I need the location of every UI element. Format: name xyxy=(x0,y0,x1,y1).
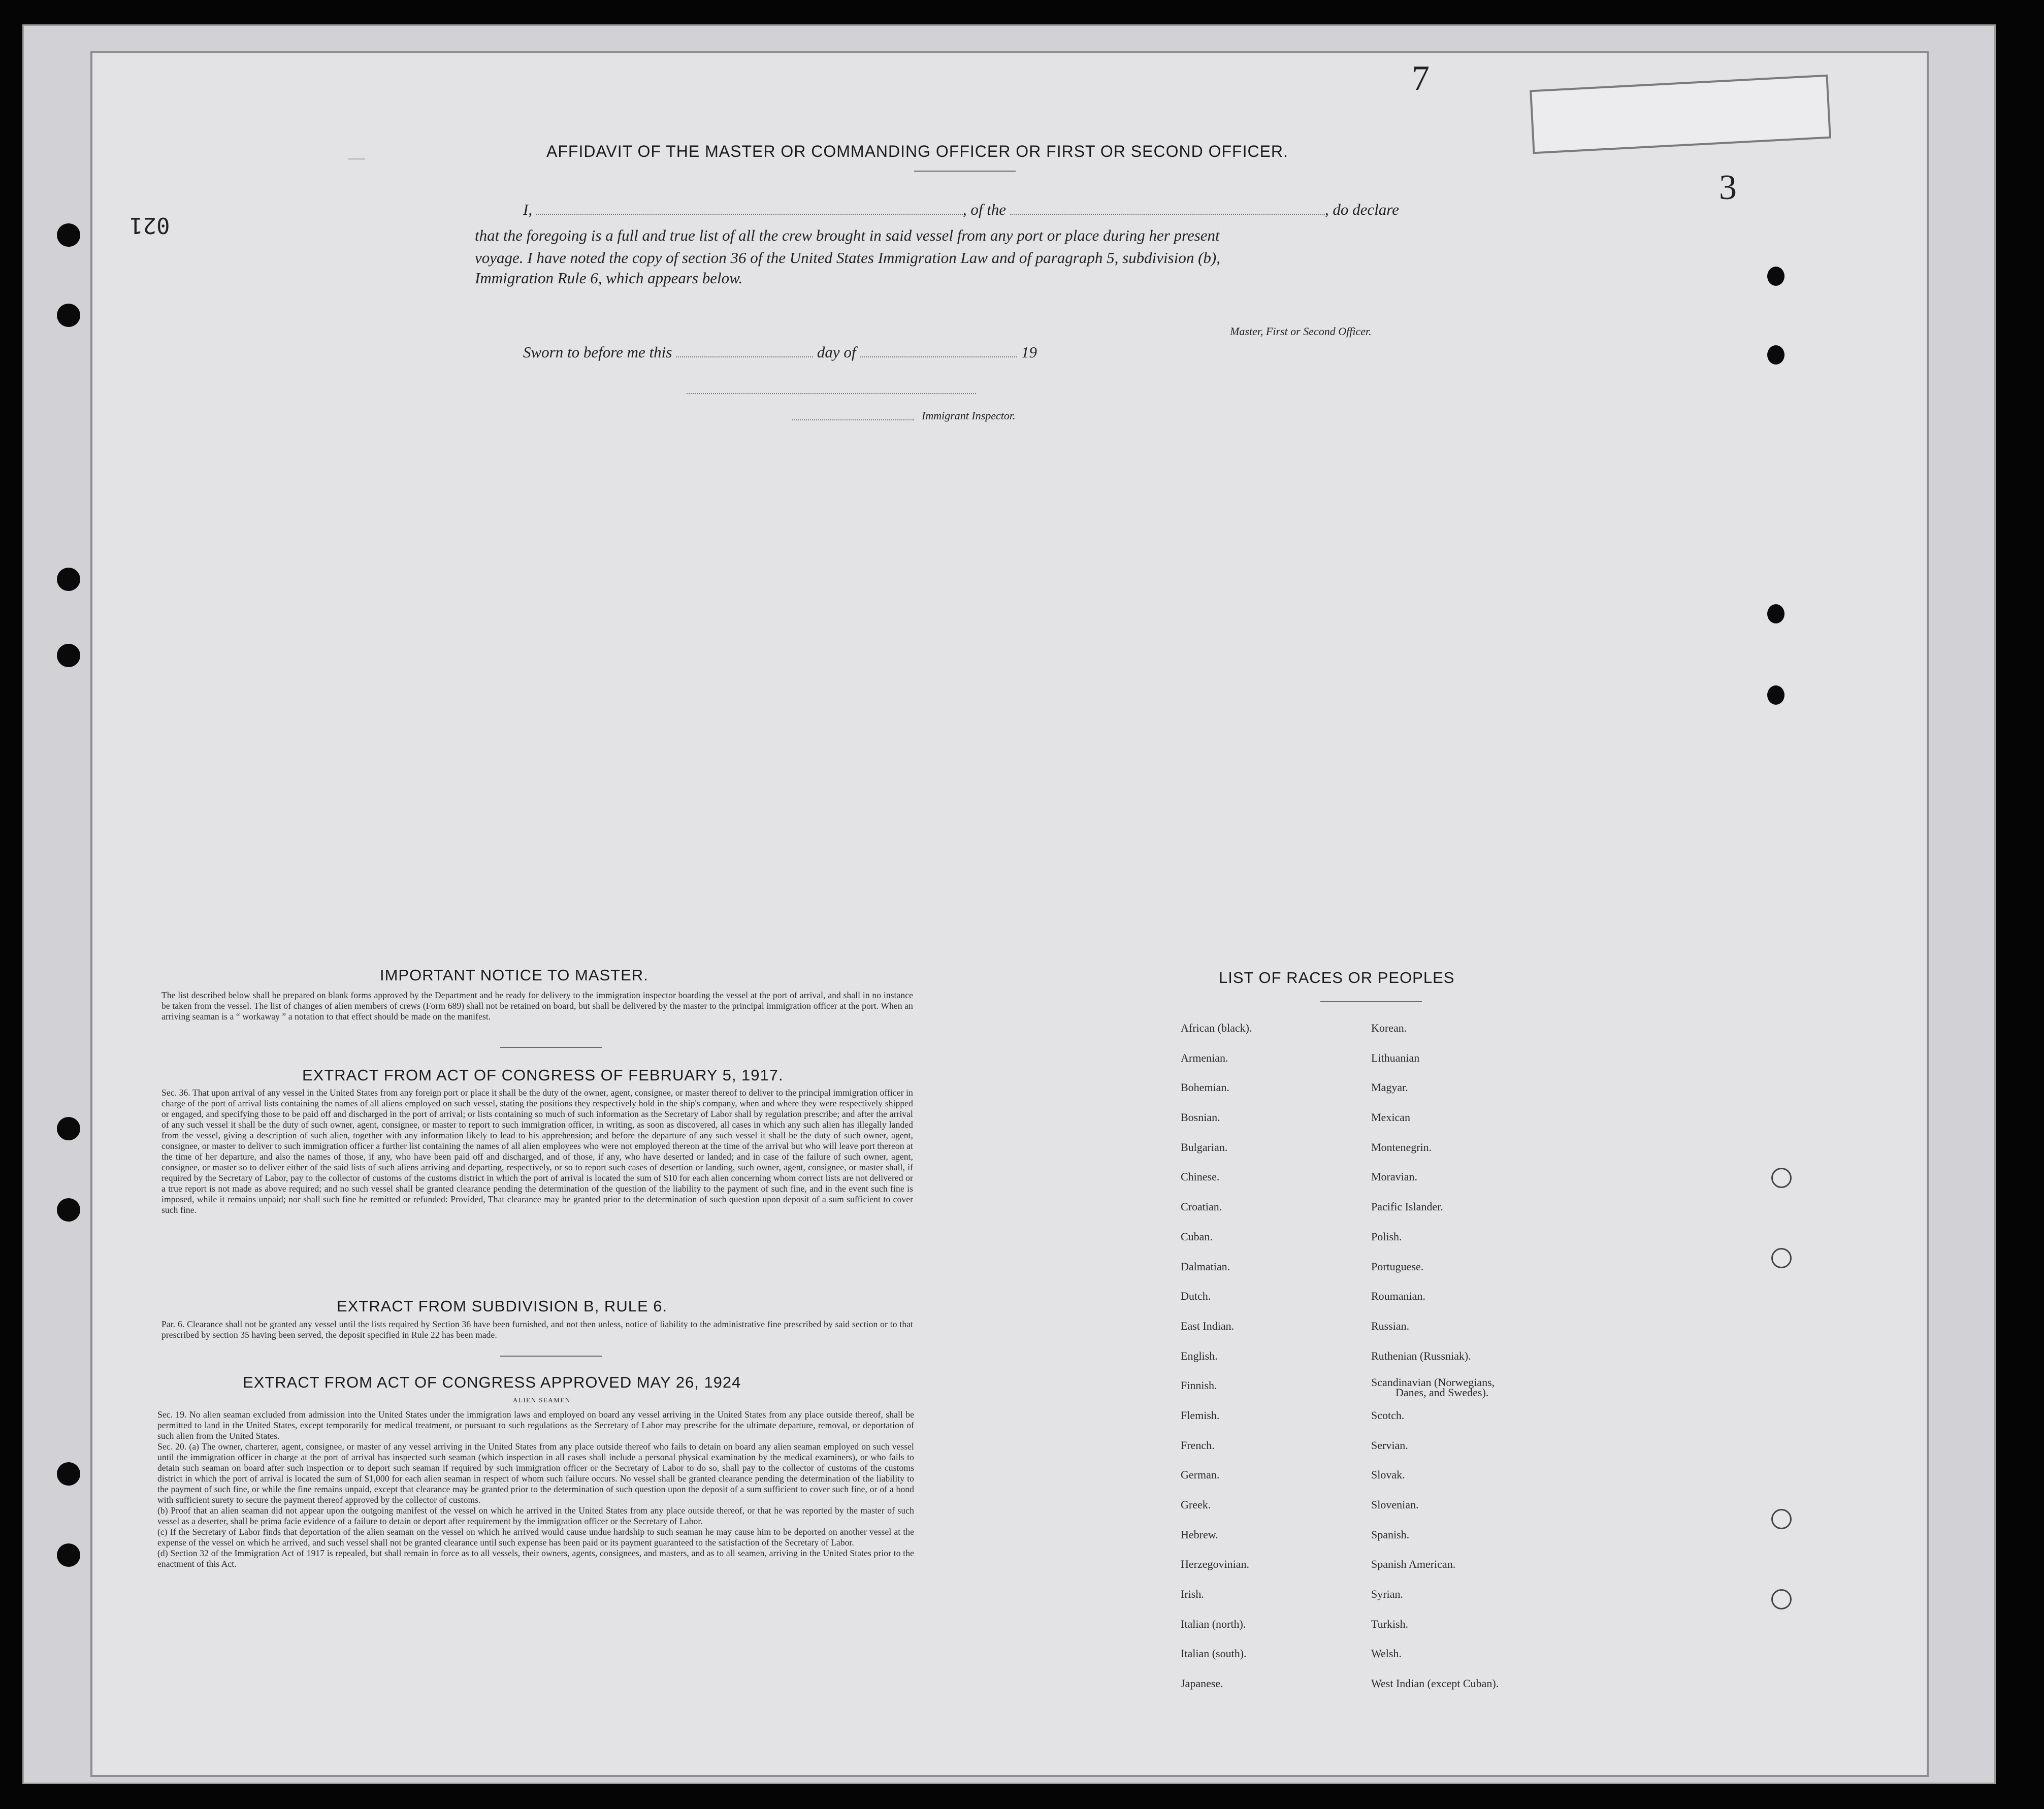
punch-hole xyxy=(1771,1168,1792,1188)
punch-hole xyxy=(57,304,80,327)
affidavit-line-2: that the foregoing is a full and true list of all the crew brought in said vessel from any port or place during her present xyxy=(475,226,1220,244)
extract-1924-body xyxy=(157,1409,914,1569)
race-item: Roumanian. xyxy=(1371,1290,1425,1303)
race-item: Bosnian. xyxy=(1181,1111,1220,1124)
race-item: Ruthenian (Russniak). xyxy=(1371,1349,1471,1362)
do-declare-label: , do declare xyxy=(1324,201,1399,218)
race-item: Welsh. xyxy=(1371,1647,1402,1660)
race-item: Polish. xyxy=(1371,1230,1402,1243)
race-item: West Indian (except Cuban). xyxy=(1371,1677,1499,1690)
sec-20d: (d) Section 32 of the Immigration Act of 1917 is repealed, but shall remain in force as to all vessels, their owners, agents, consignees, and masters, and as to all seamen, arriving in the United States prior to the enactment of this Act. xyxy=(157,1548,914,1569)
punch-hole xyxy=(1767,345,1785,365)
race-item: Dalmatian. xyxy=(1181,1260,1230,1273)
race-item: Magyar. xyxy=(1371,1081,1408,1094)
punch-hole xyxy=(57,1198,80,1222)
sec-20c: (c) If the Secretary of Labor finds that deportation of the alien seaman on the vessel on which he arrived would cause undue hardship to such seaman he may cause him to be deported on another vessel at the expense of the vessel on which he arrived, and such vessel shall not be granted clearance until such expense has been paid or its payment guaranteed to the satisfaction of the Secretary of Labor. xyxy=(157,1527,914,1548)
race-item: Hebrew. xyxy=(1181,1528,1218,1541)
extract-1917-title: EXTRACT FROM ACT OF CONGRESS OF FEBRUARY 5, 1917. xyxy=(302,1066,784,1084)
race-item: Herzegovinian. xyxy=(1181,1558,1249,1571)
page-mark: 3 xyxy=(1719,168,1737,207)
race-item: Russian. xyxy=(1371,1319,1410,1332)
race-item: Syrian. xyxy=(1371,1588,1403,1601)
section-rule xyxy=(1320,1001,1422,1002)
inspector-signature-line xyxy=(687,393,976,394)
punch-hole xyxy=(1771,1589,1792,1609)
vessel-field[interactable] xyxy=(1010,213,1325,215)
affidavit-title: AFFIDAVIT OF THE MASTER OR COMMANDING OFFICER OR FIRST OR SECOND OFFICER. xyxy=(546,142,1288,160)
race-item: Mexican xyxy=(1371,1111,1410,1124)
sworn-label: Sworn to before me this xyxy=(523,343,672,361)
punch-hole xyxy=(57,223,80,247)
race-item: French. xyxy=(1181,1438,1215,1452)
races-left-column xyxy=(1181,1022,1252,1707)
race-item: English. xyxy=(1181,1349,1218,1362)
race-item: Bulgarian. xyxy=(1181,1140,1228,1154)
extract-1924-subtitle: ALIEN SEAMEN xyxy=(513,1396,571,1404)
year-prefix: 19 xyxy=(1021,343,1037,361)
corner-mark: 7 xyxy=(1412,59,1430,98)
race-item: Slovak. xyxy=(1371,1468,1405,1482)
extract-rule6-body: Par. 6. Clearance shall not be granted any vessel until the lists required by Section 36 have been furnished, and not then unless, notice of liability to the administrative fine prescribed by said section or to that prescribed by section 35 having been served, the deposit specified in Rule 22 has been made. xyxy=(161,1319,913,1340)
extract-rule6-title: EXTRACT FROM SUBDIVISION B, RULE 6. xyxy=(337,1297,668,1315)
sec-19: Sec. 19. No alien seaman excluded from admission into the United States under the immigration laws and employed on board any vessel arriving in the United States from any place outside thereof, shall be permitted to land in the United States, except temporarily for medical treatment, or pursuant to such regulations as the Secretary of Labor may prescribe for the ultimate departure, removal, or deportation of such alien from the United States. xyxy=(157,1409,914,1441)
race-item: Turkish. xyxy=(1371,1617,1409,1630)
race-item: Irish. xyxy=(1181,1588,1204,1601)
officer-signature-label: Master, First or Second Officer. xyxy=(1230,325,1372,338)
race-item: Italian (south). xyxy=(1181,1647,1247,1660)
race-item xyxy=(1371,1376,1499,1409)
race-item: African (black). xyxy=(1181,1022,1252,1034)
punch-hole xyxy=(57,1117,80,1140)
punch-hole xyxy=(57,1543,80,1567)
punch-hole xyxy=(57,568,80,591)
month-field[interactable] xyxy=(860,356,1017,357)
title-rule xyxy=(914,171,1016,172)
race-item-subline: Danes, and Swedes). xyxy=(1396,1386,1489,1399)
notice-title: IMPORTANT NOTICE TO MASTER. xyxy=(380,966,648,984)
affidavit-line-4: Immigration Rule 6, which appears below. xyxy=(475,269,743,287)
punch-hole xyxy=(1771,1248,1792,1268)
name-field[interactable] xyxy=(536,213,963,215)
section-rule xyxy=(500,1047,602,1048)
inspector-label: Immigrant Inspector. xyxy=(922,409,1016,422)
extract-1924-title: EXTRACT FROM ACT OF CONGRESS APPROVED MAY 26, 1924 xyxy=(243,1373,741,1391)
extract-1917-body: Sec. 36. That upon arrival of any vessel in the United States from any foreign port or place it shall be the duty of the owner, agent, consignee, or master thereof to deliver to the principal immigration officer in charge of the port of arrival lists containing the names of all aliens employed on such vessel, stating the positions they respectively hold in the ship's company, when and where they were respectively shipped or engaged, and specifying those to be paid off and discharged in the port of arrival; or lists containing so much of such information as the Secretary of Labor shall by regulation prescribe; and after the arrival of any such vessel it shall be the duty of such owner, agent, consignee, or master to report to such immigration officer, in writing, as soon as discovered, all cases in which any such alien has illegally landed from the vessel, giving a description of such alien, together with any information likely to lead to his apprehension; and before the departure of any such vessel it shall be the duty of such owner, agent, consignee, or master to deliver to such immigration officer a further list containing the names of all alien employees who were not employed thereon at the time of the arrival but who will leave port thereon at the time of her departure, and also the names of those, if any, who have been paid off and discharged, and of those, if any, who have deserted or landed; and in case of the failure of such owner, agent, consignee, or master so to deliver either of the said lists of such aliens arriving and departing, respectively, or so to report such cases of desertion or landing, such owner, agent, consignee, or master shall, if required by the Secretary of Labor, pay to the collector of customs of the customs district in which the port of arrival is located the sum of $10 for each alien concerning whom correct lists are not delivered or a true report is not made as above required; and no such vessel shall be granted clearance pending the determination of the question of the liability to the payment of such fine, and in the event such fine is imposed, while it remains unpaid; nor shall such fine be remitted or refunded: Provided, That clearance may be granted prior to the determination of such question upon deposit of a sum sufficient to cover such fine. xyxy=(161,1088,913,1215)
section-rule xyxy=(500,1356,602,1357)
race-item: German. xyxy=(1181,1468,1220,1482)
race-item: Finnish. xyxy=(1181,1379,1217,1392)
stamp-number: 021 xyxy=(129,212,170,238)
punch-hole xyxy=(1767,685,1785,705)
inspector-name-line xyxy=(792,419,914,420)
race-item: Greek. xyxy=(1181,1498,1211,1511)
of-the-label: , of the xyxy=(962,201,1007,218)
sec-20a: Sec. 20. (a) The owner, charterer, agent, consignee, or master of any vessel arriving in the United States from any place outside thereof who fails to detain on board any alien seaman employed on such vessel until the immigration officer in charge at the port of arrival has inspected such seaman (which inspection in all cases shall include a personal physical examination by the medical examiners), or who fails to detain such seaman on board after such inspection or to deport such seaman if required by such immigration officer or the Secretary of Labor to do so, shall pay to the collector of customs of the customs district in which the port of arrival is located the sum of $1,000 for each alien seaman in respect of whom such failure occurs. No vessel shall be granted clearance pending the determination of the liability to the payment of such fine, or while the fine remains unpaid, except that clearance may be granted prior to the determination of such question upon the deposit of a sum sufficient to cover such fine, or of a bond with sufficient surety to secure the payment thereof approved by the collector of customs. xyxy=(157,1441,914,1505)
punch-hole xyxy=(1771,1509,1792,1529)
races-right-column xyxy=(1371,1022,1499,1707)
race-item: Scotch. xyxy=(1371,1408,1405,1422)
affidavit-line-1 xyxy=(523,201,1399,219)
day-field[interactable] xyxy=(676,356,813,357)
race-item: Slovenian. xyxy=(1371,1498,1419,1511)
race-item: Portuguese. xyxy=(1371,1260,1424,1273)
race-item: Servian. xyxy=(1371,1438,1408,1452)
race-item-line: Scandinavian (Norwegians, xyxy=(1371,1376,1495,1389)
race-item: Korean. xyxy=(1371,1022,1407,1034)
race-item: Armenian. xyxy=(1181,1051,1228,1064)
race-item: East Indian. xyxy=(1181,1319,1235,1332)
race-item: Pacific Islander. xyxy=(1371,1200,1443,1213)
race-item: Spanish American. xyxy=(1371,1558,1456,1571)
punch-hole xyxy=(57,1462,80,1486)
race-item: Bohemian. xyxy=(1181,1081,1229,1094)
i-label: I, xyxy=(523,201,533,218)
punch-hole xyxy=(57,644,80,667)
affidavit-line-3: voyage. I have noted the copy of section 36 of the United States Immigration Law and of paragraph 5, subdivision (b), xyxy=(475,249,1220,267)
sworn-line xyxy=(523,343,1037,361)
race-item: Dutch. xyxy=(1181,1290,1211,1303)
race-item: Flemish. xyxy=(1181,1408,1220,1422)
race-item: Croatian. xyxy=(1181,1200,1222,1213)
day-of-label: day of xyxy=(817,343,856,361)
race-item: Lithuanian xyxy=(1371,1051,1420,1064)
punch-hole xyxy=(1767,604,1785,623)
race-item: Cuban. xyxy=(1181,1230,1213,1243)
races-title: LIST OF RACES OR PEOPLES xyxy=(1219,969,1455,986)
punch-hole xyxy=(1767,267,1785,286)
race-item: Montenegrin. xyxy=(1371,1140,1432,1154)
race-item: Italian (north). xyxy=(1181,1617,1246,1630)
race-item: Moravian. xyxy=(1371,1170,1418,1183)
race-item: Spanish. xyxy=(1371,1528,1410,1541)
race-item: Japanese. xyxy=(1181,1677,1223,1690)
sec-20b: (b) Proof that an alien seaman did not appear upon the outgoing manifest of the vessel on which he arrived in the United States from any place outside thereof, or that he was reported by the master of such vessel as a deserter, shall be prima facie evidence of a failure to detain or deport after requirement by the immigration officer or the Secretary of Labor. xyxy=(157,1505,914,1526)
race-item: Chinese. xyxy=(1181,1170,1220,1183)
notice-body: The list described below shall be prepared on blank forms approved by the Department and be ready for delivery to the immigration inspector boarding the vessel at the port of arrival, and shall in no instance be taken from the vessel. The list of changes of alien members of crews (Form 689) shall not be retained on board, but shall be delivered by the master to the principal immigration officer at the port. When an arriving seaman is a “ workaway ” a notation to that effect should be made on the manifest. xyxy=(161,990,913,1022)
bleed-through-text: ─ xyxy=(345,145,365,171)
